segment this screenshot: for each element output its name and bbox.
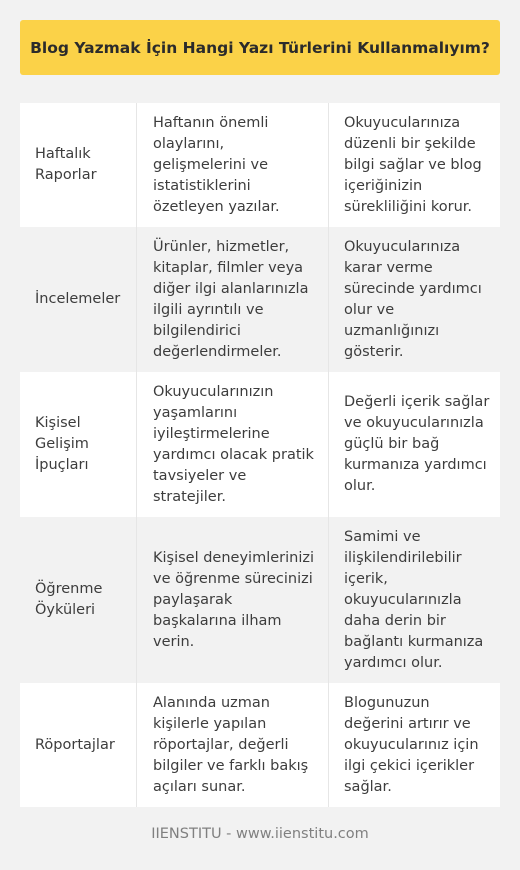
page-title: Blog Yazmak İçin Hangi Yazı Türlerini Kullanmalıyım? — [30, 38, 490, 57]
type-cell — [20, 372, 137, 517]
description-cell — [137, 103, 329, 227]
title-banner — [20, 20, 500, 75]
description-text: Ürünler, hizmetler, kitaplar, filmler veya diğer ilgi alanlarınızla ilgili ayrıntılı ve bilgilendirici değerlendirmeler. — [153, 238, 309, 360]
description-cell — [137, 517, 329, 683]
description-cell — [137, 372, 329, 517]
description-text: Kişisel deneyimlerinizi ve öğrenme sürecinizi paylaşarak başkalarına ilham verin. — [153, 549, 315, 650]
description-text: Haftanın önemli olaylarını, gelişmelerini ve istatistiklerini özetleyen yazılar. — [153, 114, 280, 215]
table-row — [20, 517, 500, 683]
description-cell — [137, 683, 329, 807]
description-text: Alanında uzman kişilerle yapılan röportajlar, değerli bilgiler ve farklı bakış açıları sunar. — [153, 694, 309, 795]
benefit-text: Okuyucularınıza karar verme sürecinde yardımcı olur ve uzmanlığınızı gösterir. — [344, 238, 482, 360]
benefit-cell — [329, 103, 500, 227]
benefit-text: Samimi ve ilişkilendirilebilir içerik, okuyucularınızla daha derin bir bağlantı kurmanıza yardımcı olur. — [344, 528, 484, 671]
description-text: Okuyucularınızın yaşamlarını iyileştirmelerine yardımcı olacak pratik tavsiyeler ve stratejiler. — [153, 383, 314, 505]
type-label: Kişisel Gelişim İpuçları — [35, 415, 89, 473]
type-cell — [20, 517, 137, 683]
type-label: Röportajlar — [35, 736, 115, 753]
benefit-text: Okuyucularınıza düzenli bir şekilde bilgi sağlar ve blog içeriğinizin sürekliliğini korur. — [344, 114, 482, 215]
footer-credit: IIENSTITU - www.iienstitu.com — [151, 826, 369, 842]
table-row — [20, 227, 500, 372]
type-cell — [20, 683, 137, 807]
benefit-text: Blogunuzun değerini artırır ve okuyucularınız için ilgi çekici içerikler sağlar. — [344, 694, 479, 795]
benefit-cell — [329, 517, 500, 683]
type-cell — [20, 103, 137, 227]
type-label: Haftalık Raporlar — [35, 146, 97, 183]
table-row — [20, 683, 500, 807]
table-row — [20, 103, 500, 227]
description-cell — [137, 227, 329, 372]
blog-types-table — [20, 103, 500, 807]
benefit-cell — [329, 372, 500, 517]
benefit-cell — [329, 227, 500, 372]
benefit-cell — [329, 683, 500, 807]
type-label: Öğrenme Öyküleri — [35, 581, 103, 618]
table-row — [20, 372, 500, 517]
type-label: İncelemeler — [35, 291, 121, 307]
benefit-text: Değerli içerik sağlar ve okuyucularınızla güçlü bir bağ kurmanıza yardımcı olur. — [344, 394, 490, 494]
type-cell — [20, 227, 137, 372]
